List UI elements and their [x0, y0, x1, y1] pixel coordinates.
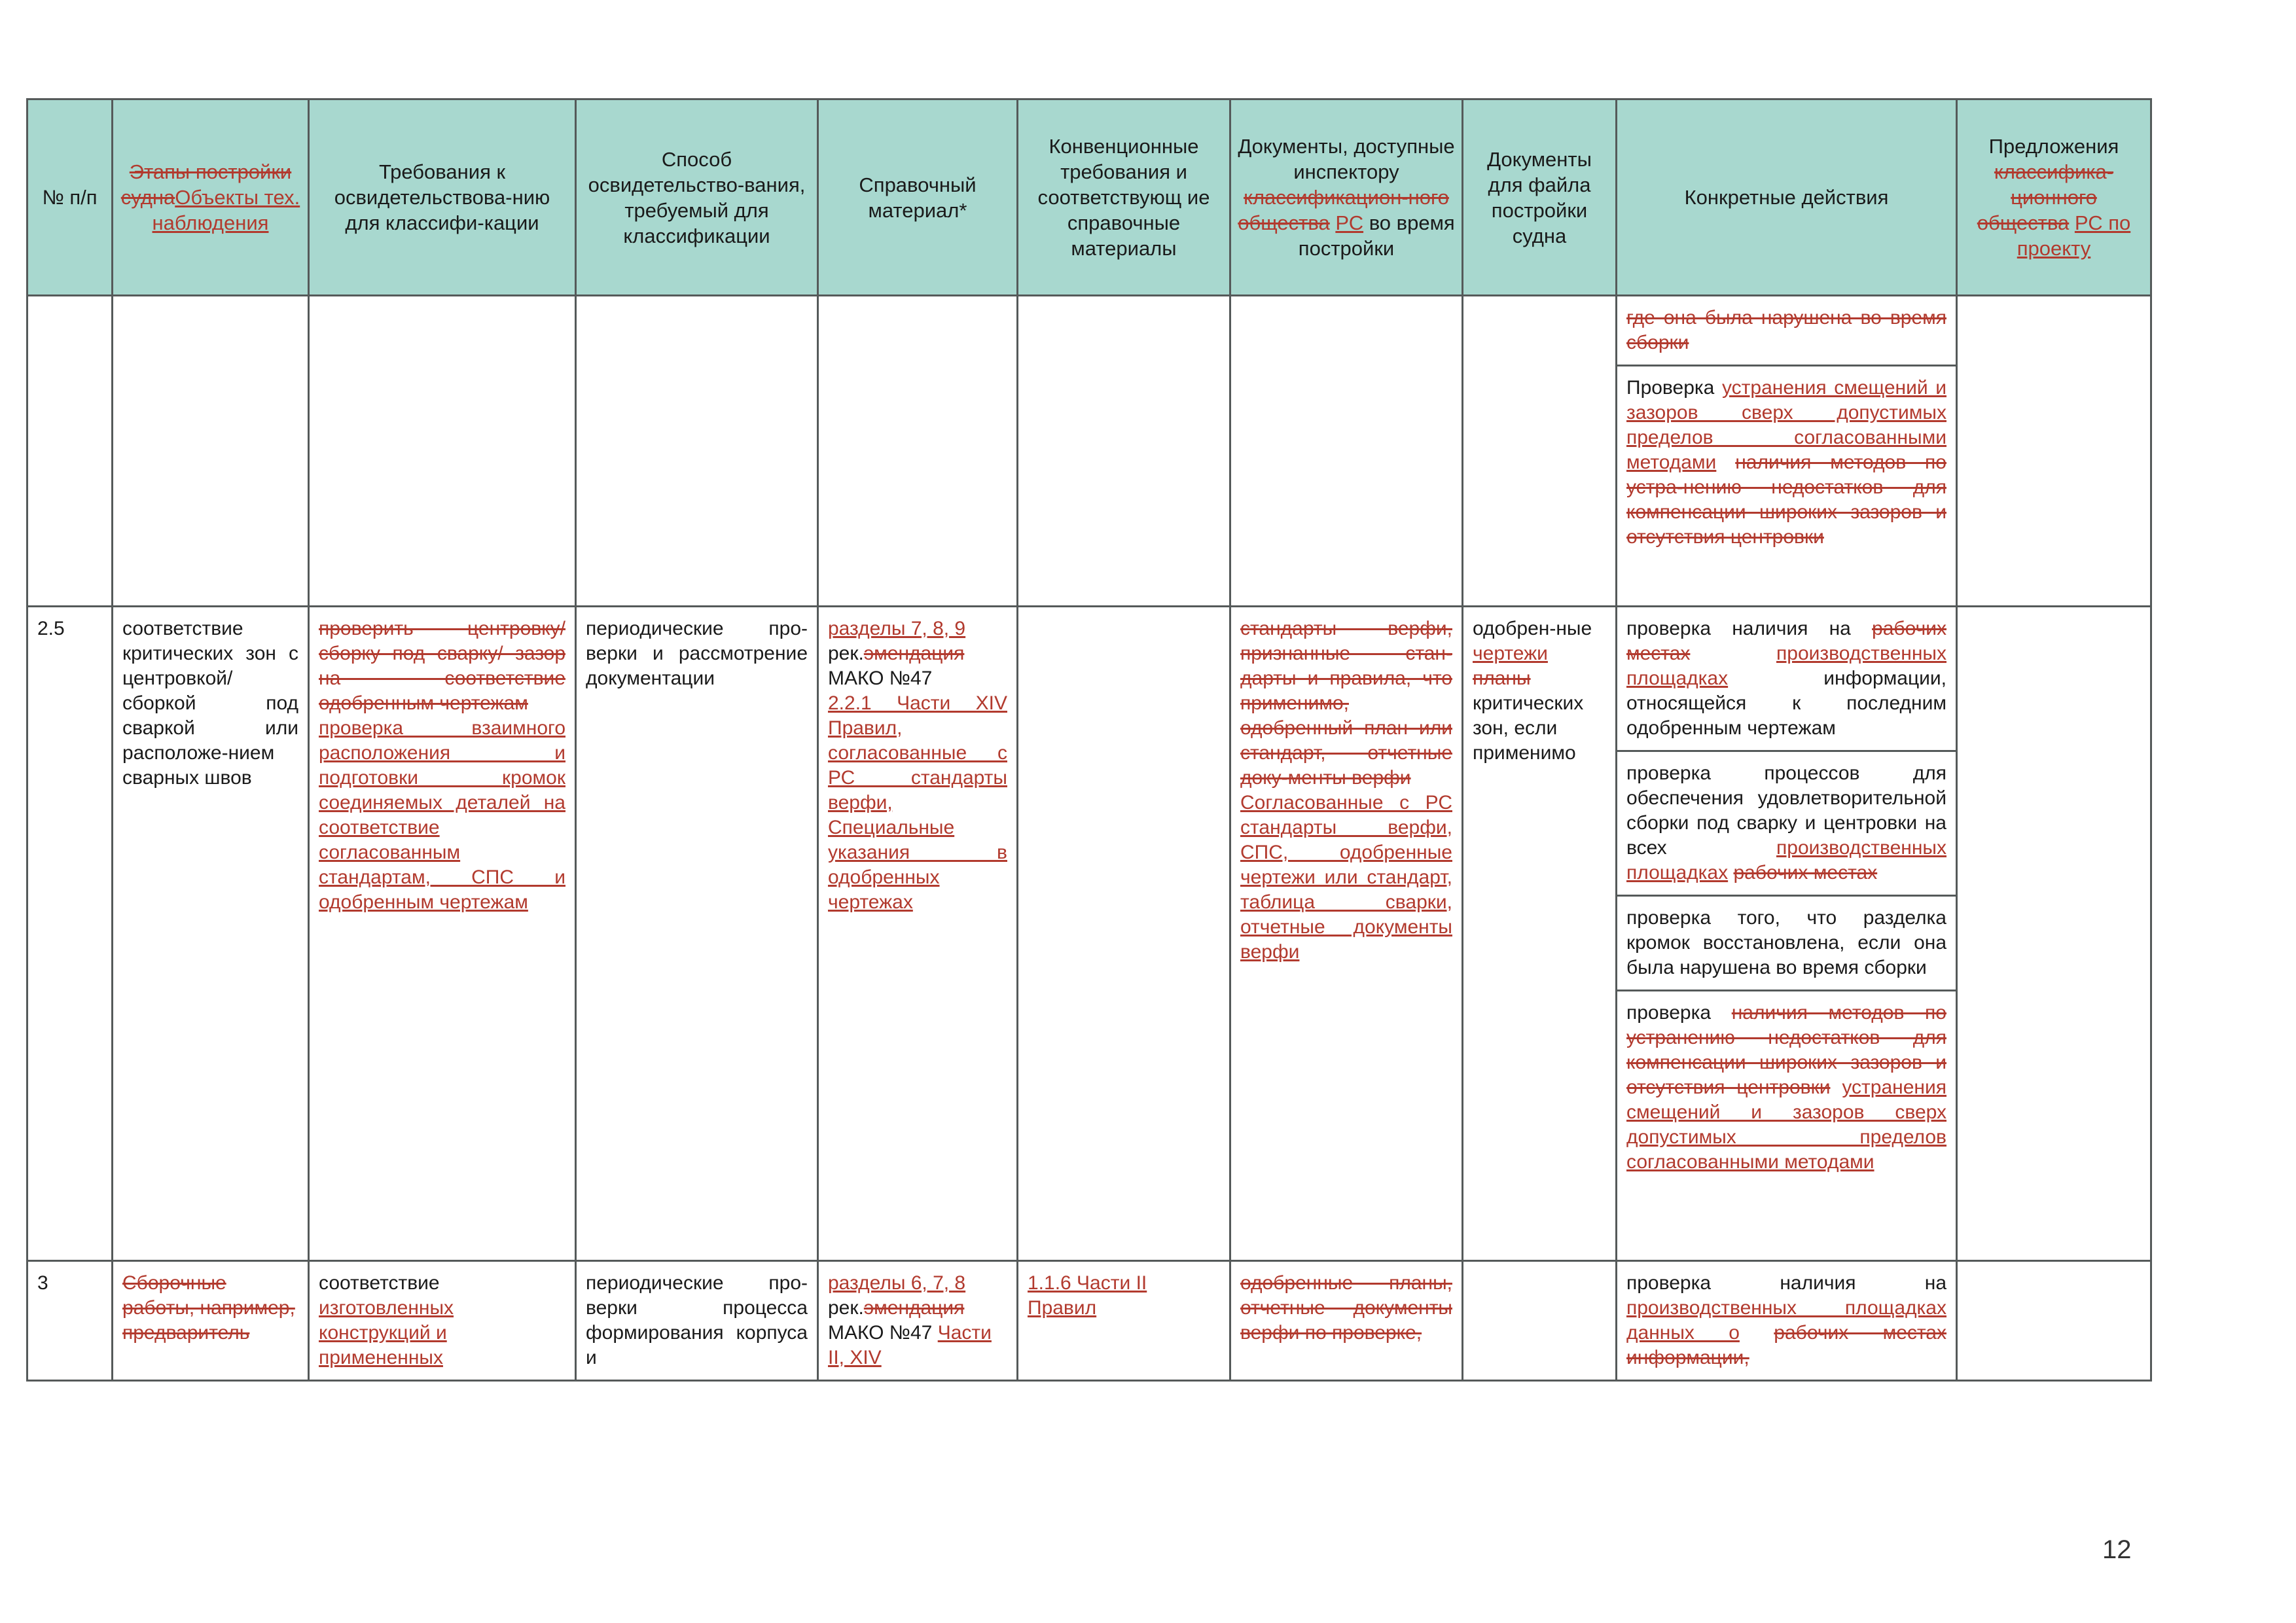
text-segment [2069, 211, 2075, 234]
reference-line [828, 691, 1007, 741]
cell-actions [1617, 607, 1957, 1261]
deleted-text: планы [1473, 668, 1531, 689]
deleted-text: эмендация [863, 1297, 965, 1319]
deleted-text: одобренные планы, отчетные документы верфи по проверке, [1240, 1272, 1452, 1344]
requirements-table [26, 98, 2152, 1382]
cell-empty [1230, 296, 1463, 607]
table-row [27, 607, 2151, 1261]
cell-number: 2.5 [27, 607, 113, 1261]
inserted-text: изготовленных конструкций и примененных [319, 1297, 454, 1368]
text-segment: проверка процессов для обеспечения удовлетворительной сборки под сварку и центровки на всех [1626, 762, 1946, 859]
reference-line [828, 641, 1007, 691]
action-item [1617, 991, 1956, 1184]
deleted-text: Сборочные работы, например, предваритель [122, 1272, 295, 1344]
cell-object: соответствие критических зон с центровкой/ сборкой под сваркой или расположе-нием сварных швов [113, 607, 309, 1261]
header-docs-inspector [1230, 99, 1463, 296]
deleted-text: Этапы постройки судна [120, 160, 292, 209]
requirement-paragraph [319, 616, 565, 716]
cell-object [113, 1261, 309, 1381]
cell-docs-file [1463, 1261, 1617, 1381]
docs-paragraph [1240, 616, 1452, 791]
action-item [1617, 366, 1956, 559]
cell-reference [818, 1261, 1018, 1381]
cell-empty [1463, 296, 1617, 607]
cell-docs-file [1463, 607, 1617, 1261]
deleted-text: где она была нарушена во время сборки [1626, 307, 1946, 353]
header-requirements: Требования к освидетельствова-нию для классифи-кации [309, 99, 576, 296]
deleted-text: стандарты верфи, признанные стан-дарты и правила, что применимо, одобренный план или стандарт, отчетные доку-менты верфи [1240, 618, 1452, 789]
inserted-text: РС по проекту [2017, 211, 2131, 260]
inserted-text: 2.2.1 Части XIV Правил, [828, 692, 1007, 739]
inserted-text: разделы 7, 8, 9 [828, 618, 966, 639]
header-proposals [1957, 99, 2151, 296]
cell-empty [818, 296, 1018, 607]
text-segment: Документы, доступные инспектору [1238, 135, 1455, 183]
deleted-text: эмендация [863, 643, 965, 664]
table-row [27, 1261, 2151, 1381]
deleted-text: рабочих местах информации, [1626, 1322, 1946, 1368]
inserted-text: производственных площадках [1626, 837, 1946, 883]
header-stages [113, 99, 309, 296]
inserted-text: чертежи [1473, 643, 1548, 664]
deleted-text: классификацион-ного общества [1238, 186, 1449, 234]
header-docs-file: Документы для файла постройки судна [1463, 99, 1617, 296]
header-method: Способ освидетельство-вания, требуемый для классификации [576, 99, 818, 296]
text-segment [1690, 643, 1776, 664]
deleted-text: рабочих местах [1733, 862, 1878, 883]
cell-empty [27, 296, 113, 607]
inserted-text: разделы 6, 7, 8 [828, 1272, 966, 1294]
deleted-text: наличия методов по устранению недостатков для компенсации широких зазоров и отсутствия центровки [1626, 1002, 1946, 1098]
cell-empty [1018, 296, 1230, 607]
deleted-text: наличия методов по устра-нению недостатков для компенсации широких зазоров и отсутствия центровки [1626, 452, 1946, 548]
cell-method: периодические про-верки и рассмотрение документации [576, 607, 818, 1261]
deleted-text: классифика-ционного общества [1977, 160, 2114, 234]
text-segment [1716, 452, 1735, 473]
text-segment: проверка [1626, 1002, 1732, 1024]
text-segment: соответствие [319, 1272, 440, 1294]
inserted-text: согласованные с РС стандарты верфи, [828, 742, 1007, 813]
text-segment: во время постройки [1298, 211, 1455, 260]
docs-paragraph [1240, 791, 1452, 965]
deleted-text: проверить центровку/ сборку под сварку/ зазор на соответствие одобренным чертежам [319, 618, 565, 714]
inserted-text: Специальные указания в одобренных чертежах [828, 817, 1007, 913]
requirement-paragraph [319, 716, 565, 915]
cell-empty [309, 296, 576, 607]
header-actions: Конкретные действия [1617, 99, 1957, 296]
reference-line [828, 616, 1007, 641]
action-item [1617, 897, 1956, 991]
text-segment: информации, относящейся к последним одобренным чертежам [1626, 668, 1946, 739]
cell-docs-inspector [1230, 1261, 1463, 1381]
text-segment: одобрен-ные [1473, 618, 1592, 639]
header-number: № п/п [27, 99, 113, 296]
text-segment [1830, 1077, 1842, 1098]
inserted-text: устранения смещений и зазоров сверх допустимых пределов согласованными методами [1626, 1077, 1946, 1173]
inserted-text: 1.1.6 Части II Правил [1028, 1272, 1147, 1319]
text-segment: рек. [828, 1297, 864, 1319]
cell-docs-inspector [1230, 607, 1463, 1261]
text-segment: проверка наличия на [1626, 1272, 1946, 1294]
text-segment: МАКО №47 [828, 668, 933, 689]
inserted-text: устранения смещений и зазоров сверх допустимых пределов согласованными методами [1626, 377, 1946, 473]
cell-empty [576, 296, 818, 607]
text-segment: Предложения [1988, 135, 2119, 158]
text-segment [1740, 1322, 1774, 1344]
cell-reference [818, 607, 1018, 1261]
inserted-text: производственных площадках данных о [1626, 1297, 1946, 1344]
header-convention: Конвенционные требования и соответствующ ие справочные материалы [1018, 99, 1230, 296]
cell-convention [1018, 607, 1230, 1261]
cell-requirements [309, 1261, 576, 1381]
table-header-row [27, 99, 2151, 296]
cell-proposals [1957, 296, 2151, 607]
inserted-text: Согласованные с РС стандарты верфи, СПС, одобренные чертежи или стандарт, таблица сварки, отчетные документы верфи [1240, 792, 1452, 963]
table-row [27, 296, 2151, 607]
inserted-text: РС [1335, 211, 1364, 234]
inserted-text: проверка взаимного расположения и подготовки кромок соединяемых деталей на соответствие согласованным стандартам, СПС и одобренным чертежам [319, 717, 565, 913]
deleted-text: рабочих местах [1626, 618, 1946, 664]
inserted-text: Части II, XIV [828, 1322, 992, 1368]
action-item [1617, 607, 1956, 752]
cell-number: 3 [27, 1261, 113, 1381]
action-item [1617, 752, 1956, 897]
text-segment: проверка того, что разделка кромок восстановлена, если она была нарушена во время сборки [1626, 907, 1946, 978]
cell-proposals [1957, 1261, 2151, 1381]
cell-actions [1617, 296, 1957, 607]
inserted-text: Объекты тех. наблюдения [152, 186, 300, 234]
page-number: 12 [2102, 1535, 2132, 1564]
cell-empty [113, 296, 309, 607]
text-segment: рек. [828, 643, 864, 664]
header-reference: Справочный материал* [818, 99, 1018, 296]
text-segment: критических зон, если применимо [1473, 692, 1584, 764]
cell-convention [1018, 1261, 1230, 1381]
cell-method: периодические про-верки процесса формирования корпуса и [576, 1261, 818, 1381]
text-segment: Проверка [1626, 377, 1722, 399]
reference-line [828, 741, 1007, 815]
text-segment: МАКО №47 [828, 1322, 938, 1344]
action-item [1617, 296, 1956, 366]
reference-line [828, 815, 1007, 915]
inserted-text: производственных площадках [1626, 643, 1946, 689]
cell-requirements [309, 607, 576, 1261]
cell-actions [1617, 1261, 1957, 1381]
cell-proposals [1957, 607, 2151, 1261]
text-segment: проверка наличия на [1626, 618, 1873, 639]
